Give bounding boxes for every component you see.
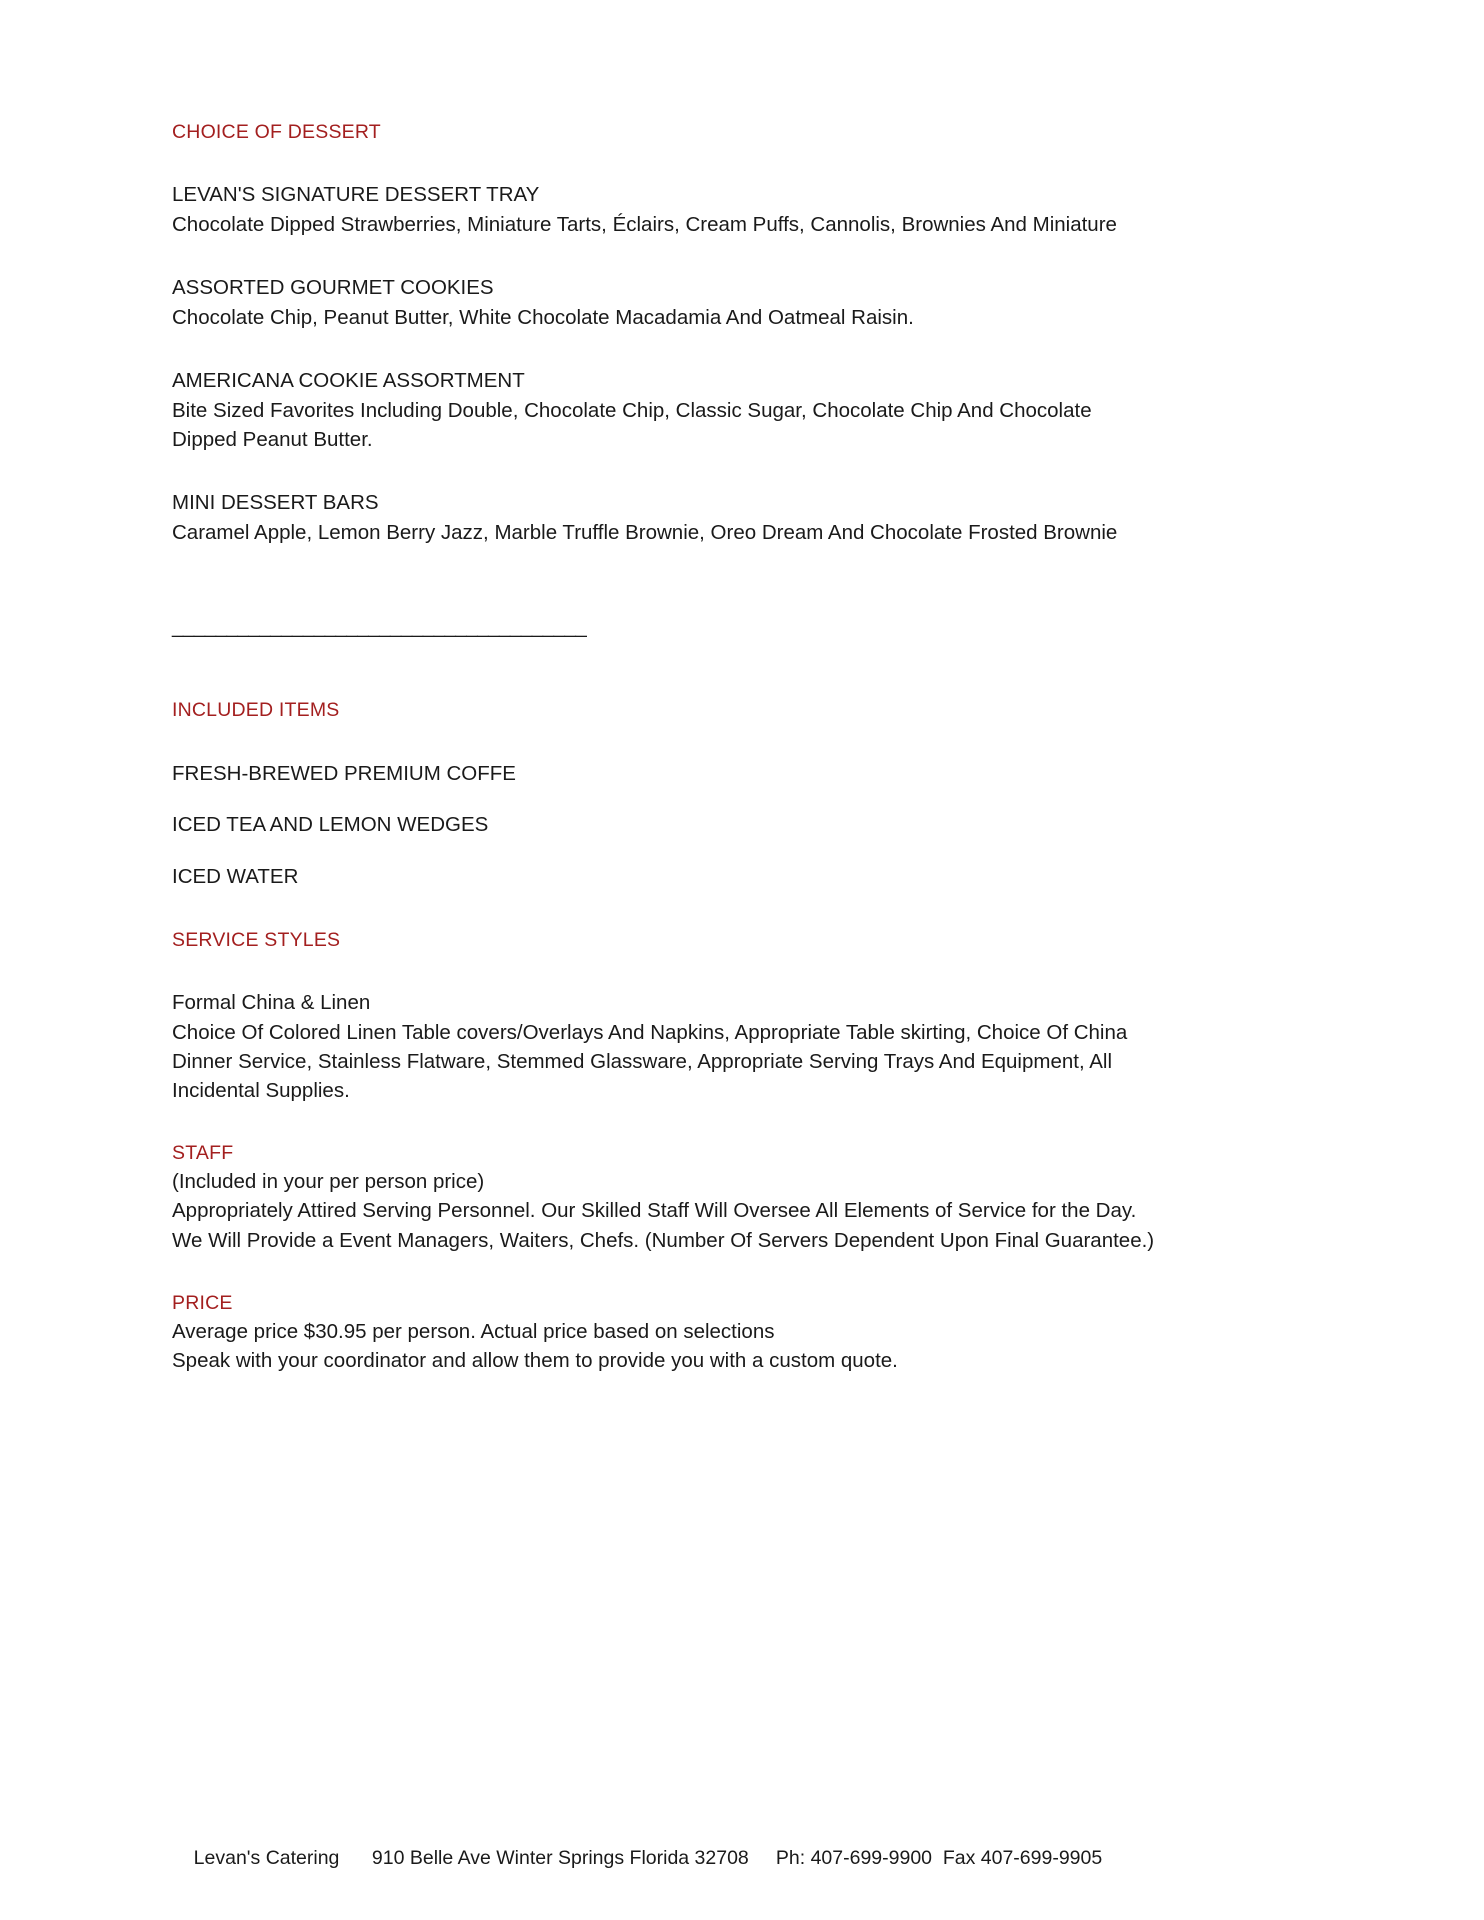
spacer xyxy=(172,954,1312,988)
service-styles-title: Formal China & Linen xyxy=(172,991,371,1015)
staff-desc-line2: We Will Provide a Event Managers, Waiters, Chefs. (Number Of Servers Dependent Upon Final Guarantee.) xyxy=(172,1228,1155,1252)
section-heading-dessert: CHOICE OF DESSERT xyxy=(172,121,381,143)
spacer xyxy=(172,239,1312,273)
spacer xyxy=(172,454,1312,488)
page-footer xyxy=(172,1824,1352,1893)
service-styles-desc-line2: Dinner Service, Stainless Flatware, Stemmed Glassware, Appropriate Serving Trays And Equipment, All xyxy=(172,1049,1113,1073)
section-heading-service-styles: SERVICE STYLES xyxy=(172,928,341,951)
spacer xyxy=(172,332,1312,366)
footer-spacer-2 xyxy=(749,1847,776,1869)
price-line1: Average price $30.95 per person. Actual price based on selections xyxy=(172,1319,775,1343)
spacer xyxy=(172,146,1312,180)
staff-desc-line1: Appropriately Attired Serving Personnel. Our Skilled Staff Will Oversee All Elements of Service for the Day. xyxy=(172,1199,1137,1223)
footer-spacer-1 xyxy=(339,1847,372,1869)
service-styles-desc-line3: Incidental Supplies. xyxy=(172,1079,350,1102)
document-body xyxy=(172,118,1312,1375)
dessert-item-title-2: AMERICANA COOKIE ASSORTMENT xyxy=(172,368,525,392)
price-line2: Speak with your coordinator and allow them to provide you with a custom quote. xyxy=(172,1349,898,1373)
spacer xyxy=(172,1105,1312,1139)
included-item-0: FRESH-BREWED PREMIUM COFFE xyxy=(172,761,516,785)
staff-note: (Included in your per person price) xyxy=(172,1170,485,1194)
footer-company: Levan's Catering xyxy=(193,1847,340,1869)
spacer xyxy=(172,840,1312,862)
spacer xyxy=(172,547,1312,593)
section-heading-included-items: INCLUDED ITEMS xyxy=(172,699,340,722)
dessert-item-title-1: ASSORTED GOURMET COOKIES xyxy=(172,276,494,300)
included-item-1: ICED TEA AND LEMON WEDGES xyxy=(172,813,489,837)
section-heading-price: PRICE xyxy=(172,1291,233,1314)
spacer xyxy=(172,725,1312,759)
dessert-item-title-3: MINI DESSERT BARS xyxy=(172,490,379,514)
footer-address: 910 Belle Ave Winter Springs Florida 32708 xyxy=(371,1847,749,1869)
included-item-2: ICED WATER xyxy=(172,865,299,889)
dessert-item-desc-2-line2: Dipped Peanut Butter. xyxy=(172,427,373,451)
service-styles-desc-line1: Choice Of Colored Linen Table covers/Overlays And Napkins, Appropriate Table skirting, Choice Of China xyxy=(172,1020,1128,1044)
section-heading-staff: STAFF xyxy=(172,1142,234,1165)
spacer xyxy=(172,662,1312,696)
section-divider-line: ______________________________________ xyxy=(172,615,587,639)
spacer xyxy=(172,892,1312,926)
dessert-item-desc-3: Caramel Apple, Lemon Berry Jazz, Marble Truffle Brownie, Oreo Dream And Chocolate Frosted Brownie xyxy=(172,520,1118,544)
dessert-item-desc-2-line1: Bite Sized Favorites Including Double, Chocolate Chip, Classic Sugar, Chocolate Chip And Chocolate xyxy=(172,398,1092,422)
spacer xyxy=(172,1255,1312,1289)
spacer xyxy=(172,788,1312,810)
dessert-item-desc-1: Chocolate Chip, Peanut Butter, White Chocolate Macadamia And Oatmeal Raisin. xyxy=(172,305,914,329)
dessert-item-desc-0: Chocolate Dipped Strawberries, Miniature Tarts, Éclairs, Cream Puffs, Cannolis, Brownies And Miniature xyxy=(172,212,1117,236)
footer-contact: Ph: 407-699-9900 Fax 407-699-9905 xyxy=(775,1847,1103,1869)
dessert-item-title-0: LEVAN'S SIGNATURE DESSERT TRAY xyxy=(172,183,540,207)
